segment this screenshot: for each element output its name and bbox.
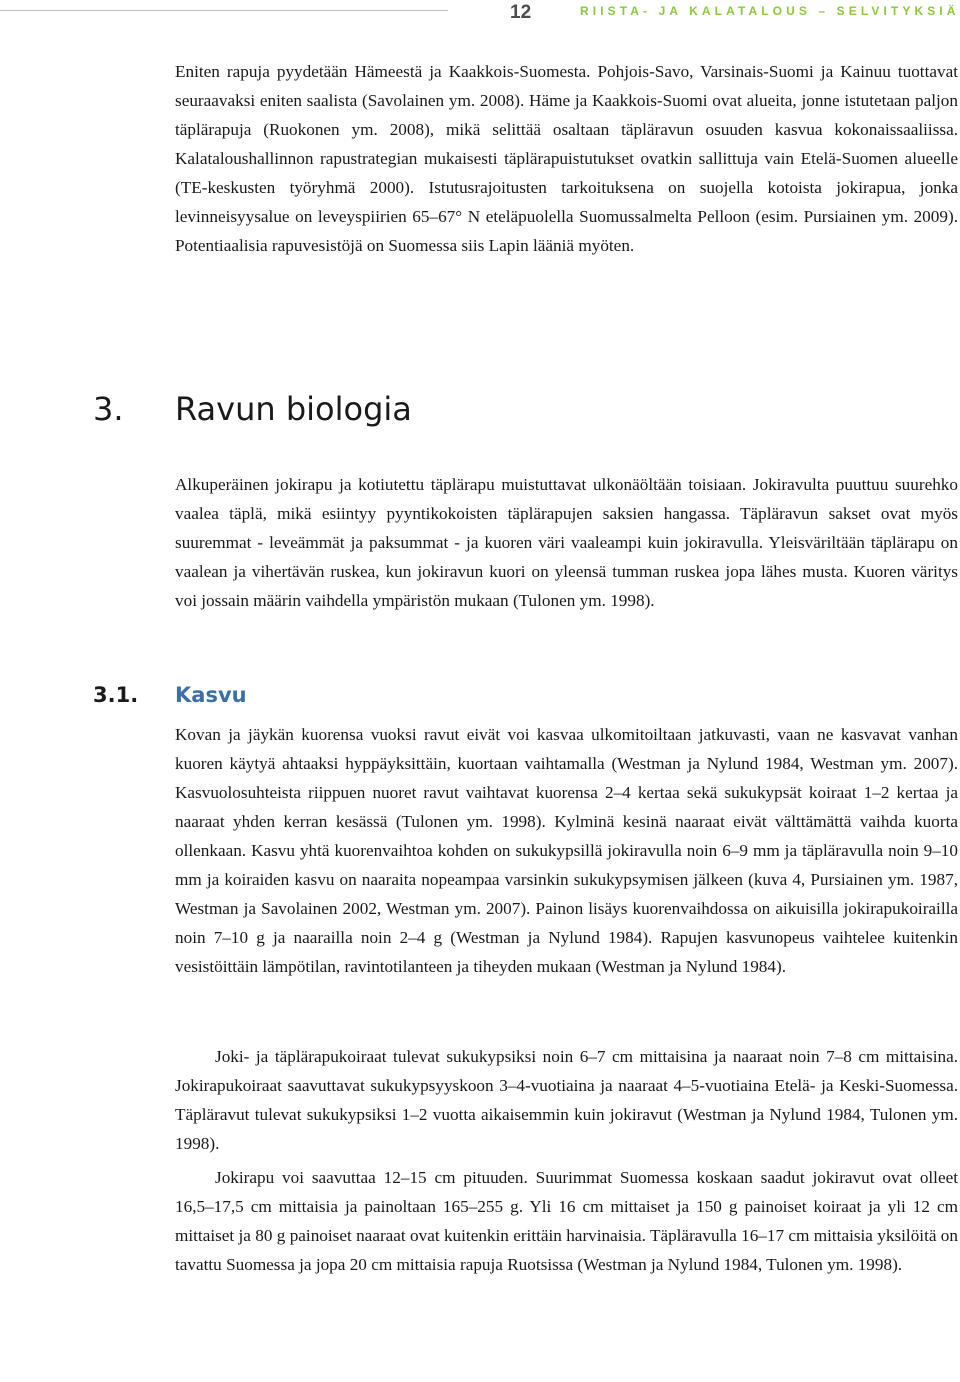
section-3-paragraph: Alkuperäinen jokirapu ja kotiutettu täplärapu muistuttavat ulkonäöltään toisiaan. Jokiravulta puuttuu suurehko vaalea täplä, mikä esiintyy pyyntikokoisten täplärapujen saksien hangassa. Täpläravun sakset ovat myös suuremmat - leveämmät ja paksummat - ja kuoren väri vaaleampi kuin jokiravulla. Yleisväriltään täplärapu on vaalean ja vihertävän ruskea, kun jokiravun kuori on yleensä tumman ruskea jopa lähes musta. Kuoren väritys voi jossain määrin vaihdella ympäristön mukaan (Tulonen ym. 1998).: [175, 475, 958, 610]
section-3-title: Ravun biologia: [175, 390, 412, 428]
page-number: 12: [510, 2, 532, 23]
section-3-1-title: Kasvu: [175, 683, 247, 707]
running-head: RIISTA- JA KALATALOUS – SELVITYKSIÄ: [580, 4, 960, 18]
header-rule: [0, 10, 448, 11]
section-3-number: 3.: [93, 390, 124, 428]
kasvu-paragraph-1: Kovan ja jäykän kuorensa vuoksi ravut eivät voi kasvaa ulkomitoiltaan jatkuvasti, vaan ne kasvavat vanhan kuoren käytyä ahtaaksi hyppäyksittäin, kuortaan vaihtamalla (Westman ja Nylund 1984, Westman ym. 2007). Kasvuolosuhteista riippuen nuoret ravut vaihtavat kuorensa 2–4 kertaa sekä sukukypsät koiraat 1–2 kertaa ja naaraat yhden kerran kesässä (Tulonen ym. 1998). Kylminä kesinä naaraat eivät välttämättä vaihda kuorta ollenkaan. Kasvu yhtä kuorenvaihtoa kohden on sukukypsillä jokiravulla noin 6–9 mm ja täpläravulla noin 9–10 mm ja koiraiden kasvu on naaraita nopeampaa varsinkin sukukypsymisen jälkeen (kuva 4, Pursiainen ym. 1987, Westman ja Savolainen 2002, Westman ym. 2007). Painon lisäys kuorenvaihdossa on aikuisilla jokirapukoirailla noin 7–10 g ja naarailla noin 2–4 g (Westman ja Nylund 1984). Rapujen kasvunopeus vaihtelee kuitenkin vesistöittäin lämpötilan, ravintotilanteen ja tiheyden mukaan (Westman ja Nylund 1984).: [175, 725, 958, 976]
intro-paragraph: Eniten rapuja pyydetään Hämeestä ja Kaakkois-Suomesta. Pohjois-Savo, Varsinais-Suomi ja Kainuu tuottavat seuraavaksi eniten saalista (Savolainen ym. 2008). Häme ja Kaakkois-Suomi ovat alueita, jonne istutetaan paljon täplärapuja (Ruokonen ym. 2008), mikä selittää osaltaan täpläravun osuuden kasvua kokonaissaaliissa. Kalataloushallinnon rapustrategian mukaisesti täplärapuistutukset ovatkin sallittuja vain Etelä-Suomen alueelle (TE-keskusten työryhmä 2000). Istutusrajoitusten tarkoituksena on suojella kotoista jokirapua, jonka levinneisyysalue on leveyspiirien 65–67° N eteläpuolella Suomussalmelta Pelloon (esim. Pursiainen ym. 2009). Potentiaalisia rapuvesistöjä on Suomessa siis Lapin lääniä myöten.: [175, 62, 958, 255]
kasvu-paragraph-3: Jokirapu voi saavuttaa 12–15 cm pituuden. Suurimmat Suomessa koskaan saadut jokiravut ovat olleet 16,5–17,5 cm mittaisia ja painoltaan 165–255 g. Yli 16 cm mittaiset ja 150 g painoiset koiraat ja yli 12 cm mittaiset ja 80 g painoiset naaraat ovat kuitenkin erittäin harvinaisia. Täpläravulla 16–17 cm mittaisia yksilöitä on tavattu Suomessa ja jopa 20 cm mittaisia rapuja Ruotsissa (Westman ja Nylund 1984, Tulonen ym. 1998).: [175, 1168, 958, 1274]
kasvu-paragraph-2: Joki- ja täplärapukoiraat tulevat sukukypsiksi noin 6–7 cm mittaisina ja naaraat noin 7–8 cm mittaisina. Jokirapukoiraat saavuttavat sukukypsyyskoon 3–4-vuotiaina ja naaraat 4–5-vuotiaina Etelä- ja Keski-Suomessa. Täpläravut tulevat sukukypsiksi 1–2 vuotta aikaisemmin kuin jokiravut (Westman ja Nylund 1984, Tulonen ym. 1998).: [175, 1047, 958, 1153]
section-3-1-number: 3.1.: [93, 683, 139, 707]
